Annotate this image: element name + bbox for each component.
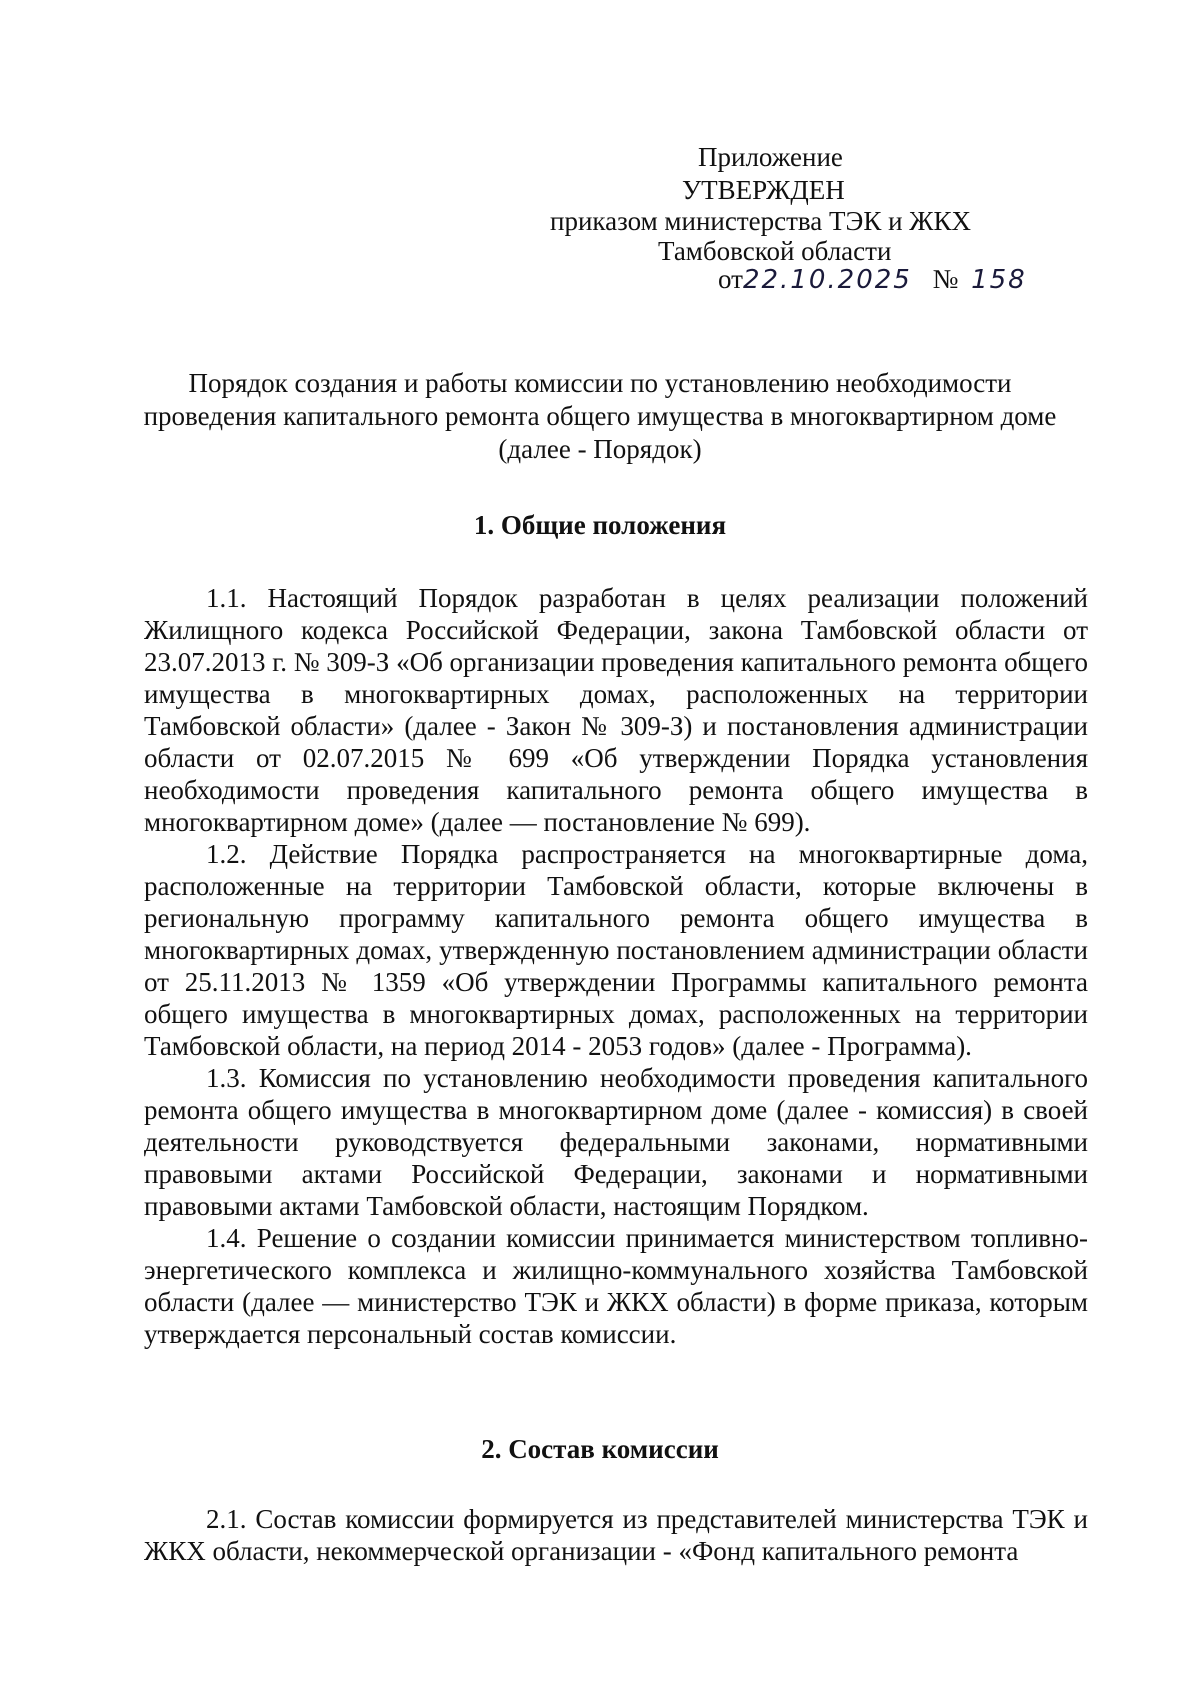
paragraph-2-1: 2.1. Состав комиссии формируется из представителей министерства ТЭК и ЖКХ области, некоммерческой организации - «Фонд капитального ремонта xyxy=(144,1504,1088,1566)
paragraph-1-4: 1.4. Решение о создании комиссии принимается министерством топливно-энергетического комплекса и жилищно-коммунального хозяйства Тамбовской области (далее — министерство ТЭК и ЖКХ области) в форме приказа, которым утверждается персональный состав комиссии. xyxy=(144,1223,1088,1349)
document-title xyxy=(120,367,1080,466)
paragraph-1-1: 1.1. Настоящий Порядок разработан в целях реализации положений Жилищного кодекса Российской Федерации, закона Тамбовской области от 23.07.2013 г. № 309-З «Об организации проведения капитального ремонта общего имущества в многоквартирных домах, расположенных на территории Тамбовской области» (далее - Закон № 309-З) и постановления администрации области от 02.07.2015 № 699 «Об утверждении Порядка установления необходимости проведения капитального ремонта общего имущества в многоквартирном доме» (далее — постановление № 699). xyxy=(144,583,1088,837)
paragraph-1-2: 1.2. Действие Порядка распространяется на многоквартирные дома, расположенные на территории Тамбовской области, которые включены в региональную программу капитального ремонта общего имущества в многоквартирных домах, утвержденную постановлением администрации области от 25.11.2013 № 1359 «Об утверждении Программы капитального ремонта общего имущества в многоквартирных домах, расположенных на территории Тамбовской области, на период 2014 - 2053 годов» (далее - Программа). xyxy=(144,839,1088,1061)
region-label: Тамбовской области xyxy=(658,236,892,266)
paragraph-1-3: 1.3. Комиссия по установлению необходимости проведения капитального ремонта общего имущества в многоквартирном доме (далее - комиссия) в своей деятельности руководствуется федеральными законами, нормативными правовыми актами Российской Федерации, законами и нормативными правовыми актами Тамбовской области, настоящим Порядком. xyxy=(144,1063,1088,1221)
approved-label: УТВЕРЖДЕН xyxy=(682,175,845,205)
handwritten-number: 158 xyxy=(971,265,1027,295)
section-1-heading: 1. Общие положения xyxy=(473,510,727,540)
section-1-body xyxy=(144,582,1088,1350)
date-prefix: от xyxy=(718,264,743,294)
appendix-label: Приложение xyxy=(698,142,843,172)
by-order-label: приказом министерства ТЭК и ЖКХ xyxy=(550,206,972,236)
approval-date-line xyxy=(718,264,1027,295)
section-2-heading: 2. Состав комиссии xyxy=(481,1434,719,1464)
handwritten-date: 22.10.2025 xyxy=(742,265,912,295)
title-line-3: (далее - Порядок) xyxy=(498,434,702,464)
section-2-body xyxy=(144,1503,1088,1567)
title-line-1: Порядок создания и работы комиссии по установлению необходимости xyxy=(188,368,1012,398)
number-prefix: № xyxy=(932,264,959,294)
title-line-2: проведения капитального ремонта общего имущества в многоквартирном доме xyxy=(143,401,1057,431)
